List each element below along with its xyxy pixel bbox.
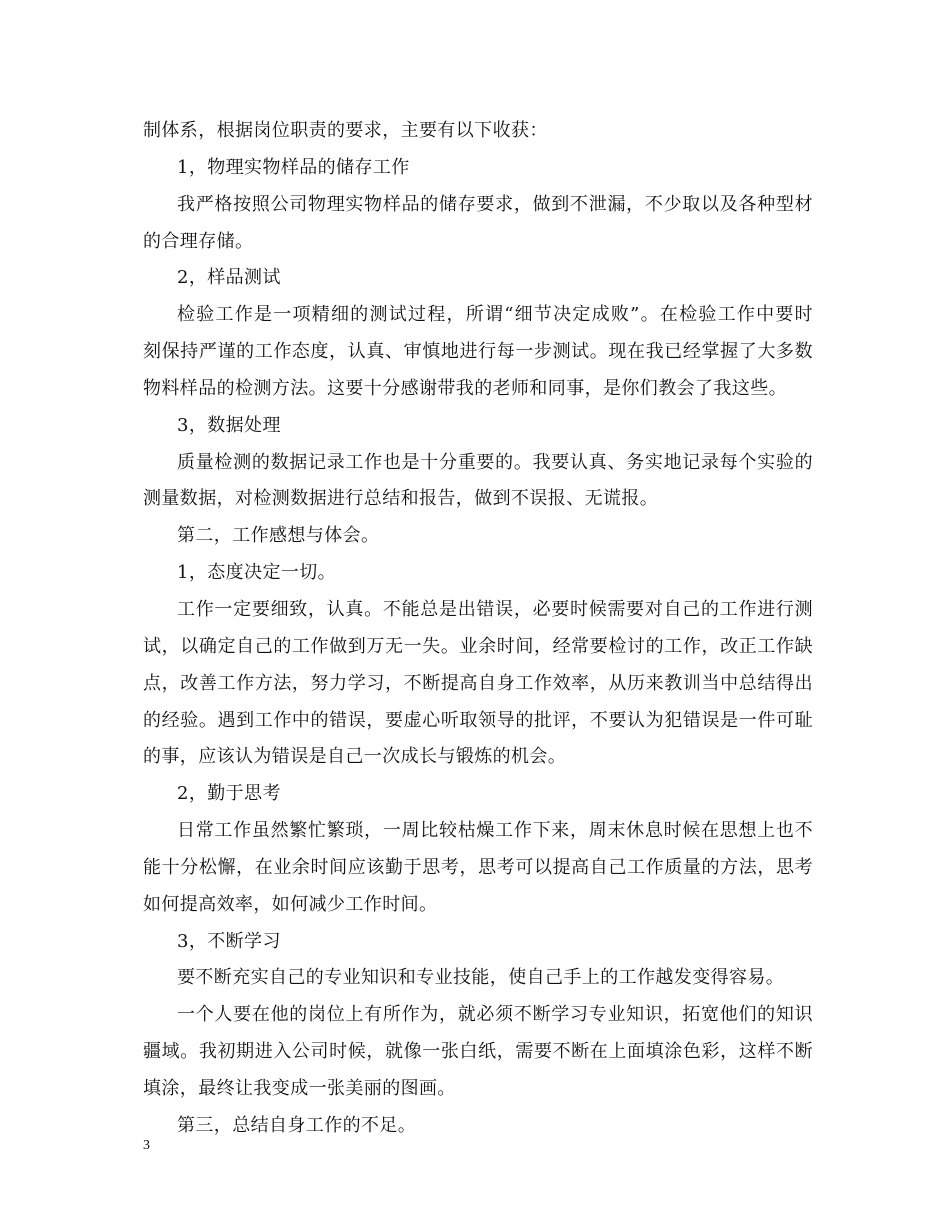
section-heading: 2，勤于思考 xyxy=(177,783,281,805)
section-heading: 1，态度决定一切。 xyxy=(177,562,337,584)
paragraph-line: 我严格按照公司物理实物样品的储存要求，做到不泄漏，不少取以及各种型材 xyxy=(177,193,813,215)
paragraph-line: 疆域。我初期进入公司时候，就像一张白纸，需要不断在上面填涂色彩，这样不断 xyxy=(143,1041,813,1063)
paragraph-line: 制体系，根据岗位职责的要求，主要有以下收获： xyxy=(143,120,548,141)
paragraph-line: 的事，应该认为错误是自己一次成长与锻炼的机会。 xyxy=(143,746,567,768)
paragraph-line: 测量数据，对检测数据进行总结和报告，做到不误报、无谎报。 xyxy=(143,488,659,510)
paragraph-line: 工作一定要细致，认真。不能总是出错误，必要时候需要对自己的工作进行测 xyxy=(177,598,813,620)
paragraph-line: 一个人要在他的岗位上有所作为，就必须不断学习专业知识，拓宽他们的知识 xyxy=(177,1004,813,1026)
paragraph-line: 试，以确定自己的工作做到万无一失。业余时间，经常要检讨的工作，改正工作缺 xyxy=(143,635,813,657)
section-heading: 第三，总结自身工作的不足。 xyxy=(177,1114,417,1136)
paragraph-line: 的合理存储。 xyxy=(143,230,254,252)
paragraph-line: 刻保持严谨的工作态度，认真、审慎地进行每一步测试。现在我已经掌握了大多数 xyxy=(143,341,813,363)
section-heading: 3，数据处理 xyxy=(177,414,281,436)
paragraph-line: 如何提高效率，如何减少工作时间。 xyxy=(143,893,438,915)
paragraph-line: 检验工作是一项精细的测试过程，所谓“细节决定成败”。在检验工作中要时 xyxy=(177,304,813,326)
paragraph-line: 填涂，最终让我变成一张美丽的图画。 xyxy=(143,1077,456,1099)
section-heading: 3，不断学习 xyxy=(177,930,281,952)
section-heading: 第二，工作感想与体会。 xyxy=(177,525,380,547)
paragraph-line: 能十分松懈，在业余时间应该勤于思考，思考可以提高自己工作质量的方法，思考 xyxy=(143,856,813,878)
document-body xyxy=(143,113,813,1145)
section-heading: 1，物理实物样品的储存工作 xyxy=(177,156,410,178)
paragraph-line: 要不断充实自己的专业知识和专业技能，使自己手上的工作越发变得容易。 xyxy=(177,967,785,989)
section-heading: 2，样品测试 xyxy=(177,267,281,289)
paragraph-line: 的经验。遇到工作中的错误，要虚心听取领导的批评，不要认为犯错误是一件可耻 xyxy=(143,709,813,731)
paragraph-line: 质量检测的数据记录工作也是十分重要的。我要认真、务实地记录每个实验的 xyxy=(177,451,813,473)
paragraph-line: 物料样品的检测方法。这要十分感谢带我的老师和同事，是你们教会了我这些。 xyxy=(143,377,787,399)
paragraph-line: 点，改善工作方法，努力学习，不断提高自身工作效率，从历来教训当中总结得出 xyxy=(143,672,813,694)
paragraph-line: 日常工作虽然繁忙繁琐，一周比较枯燥工作下来，周末休息时候在思想上也不 xyxy=(177,820,813,842)
page-number: 3 xyxy=(143,1138,150,1153)
